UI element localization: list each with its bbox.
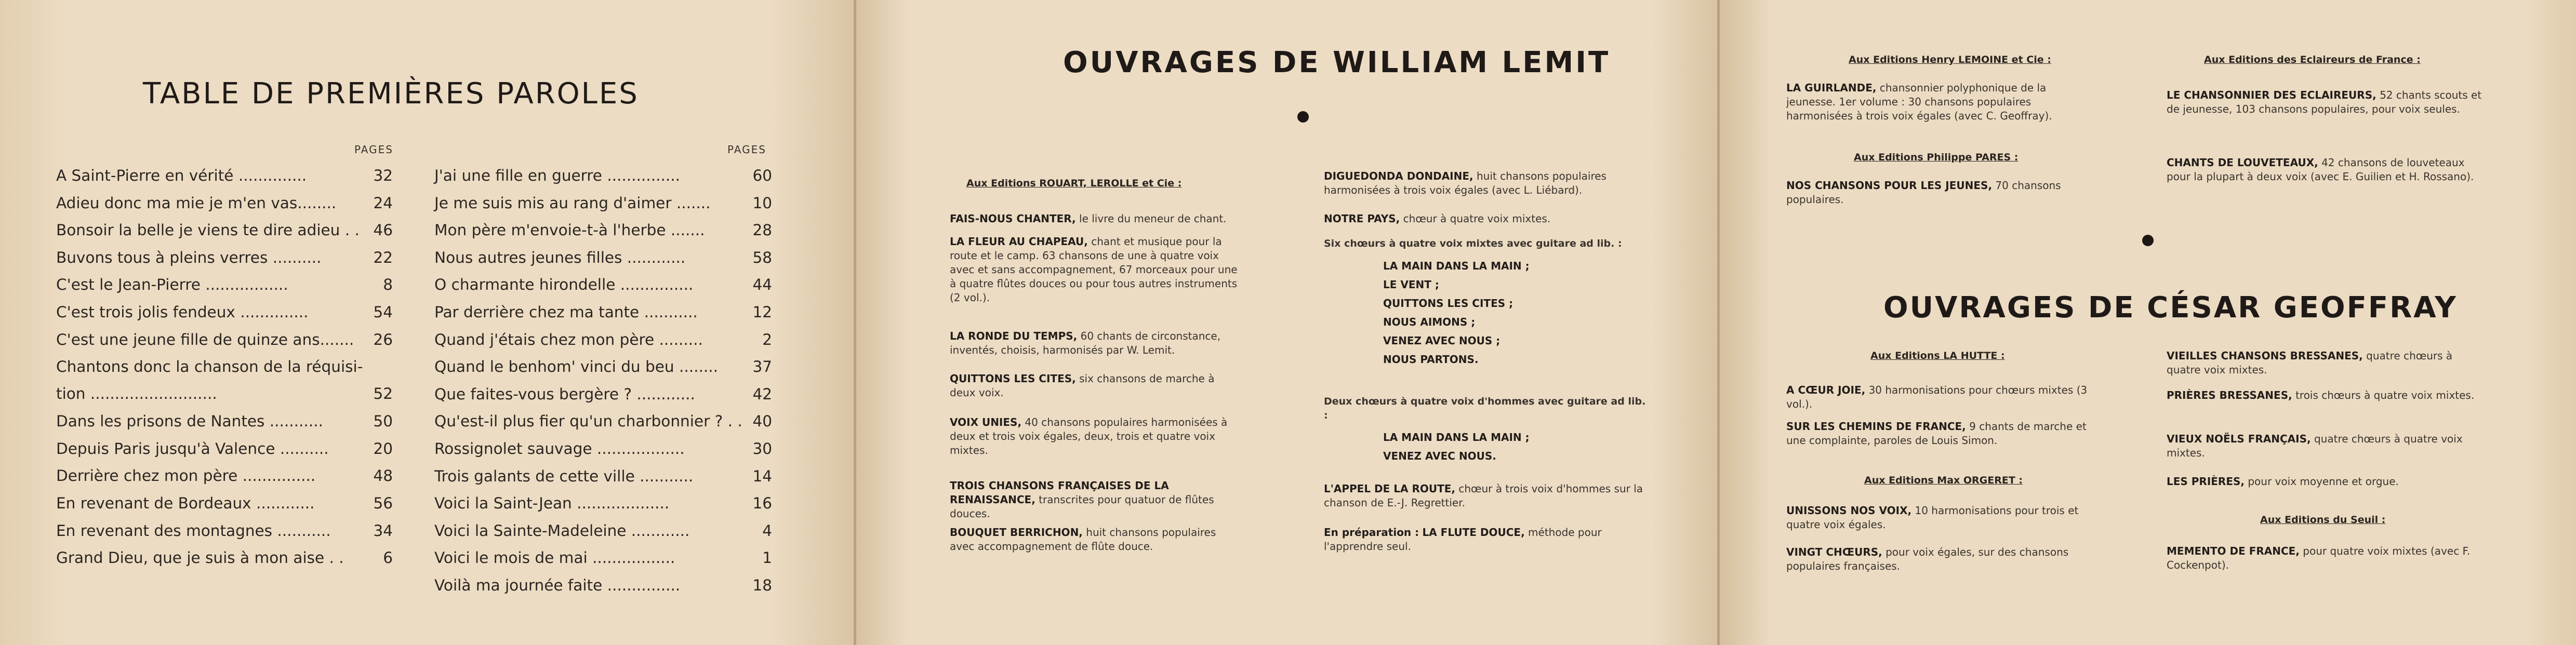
work-entry (2167, 156, 2489, 184)
work-title: NOTRE PAYS, (1324, 212, 1400, 225)
work-title: DIGUEDONDA DONDAINE, (1324, 170, 1473, 182)
toc-entry (434, 381, 772, 408)
edition-heading: Aux Editions des Eclaireurs de France : (2204, 54, 2421, 65)
work-desc: chœur à quatre voix mixtes. (1403, 212, 1551, 225)
work-title: VIEUX NOËLS FRANÇAIS, (2167, 433, 2311, 445)
work-title: VINGT CHŒURS, (1786, 546, 1882, 558)
work-desc: 42 chansons de louveteaux pour la plupart à deux voix (avec E. Guilien et H. Rossano). (2167, 156, 2474, 183)
edition-heading: Aux Editions Max ORGERET : (1864, 475, 2023, 486)
toc-entry (56, 435, 393, 463)
work-desc: 10 harmonisations pour trois et quatre voix égales. (1786, 504, 2079, 531)
work-entry (2167, 432, 2489, 460)
choir-title: LA MAIN DANS LA MAIN ; (1383, 431, 1530, 444)
choir-title: LA MAIN DANS LA MAIN ; (1383, 260, 1530, 272)
edition-heading: Aux Editions du Seuil : (2260, 514, 2386, 526)
toc-entry (434, 190, 772, 217)
toc-song-title: Quand le benhom' vinci du beu ........ (434, 358, 718, 376)
toc-page-number: 42 (752, 385, 772, 403)
toc-song-title: Dans les prisons de Nantes ........... (56, 412, 323, 431)
toc-page-number: 1 (762, 549, 772, 567)
work-desc: huit chansons populaires avec accompagnement de flûte douce. (950, 526, 1216, 553)
work-desc: transcrites pour quatuor de flûtes douces. (950, 493, 1214, 520)
toc-song-title: Voilà ma journée faite ............... (434, 576, 681, 594)
toc-page-number: 12 (752, 303, 772, 321)
toc-entry (56, 517, 393, 545)
work-desc: huit chansons populaires harmonisées à trois voix égales (avec L. Liébard). (1324, 170, 1606, 196)
work-title: VIEILLES CHANSONS BRESSANES, (2167, 350, 2363, 362)
toc-song-title: J'ai une fille en guerre ............... (434, 167, 680, 184)
toc-entry (434, 162, 772, 190)
bullet-ornament (2142, 235, 2154, 246)
toc-song-title: Depuis Paris jusqu'à Valence .......... (56, 439, 329, 458)
toc-page-number: 50 (373, 412, 393, 431)
toc-song-title: Grand Dieu, que je suis à mon aise . . (56, 549, 344, 567)
work-desc: six chansons de marche à deux voix. (950, 372, 1215, 399)
edition-heading: Aux Editions Philippe PARES : (1854, 152, 2019, 163)
work-desc: quatre chœurs à quatre voix mixtes. (2167, 433, 2463, 459)
work-title: BOUQUET BERRICHON, (950, 526, 1083, 539)
toc-page-number: 24 (373, 194, 393, 212)
work-desc: 52 chants scouts et de jeunesse, 103 chansons populaires, pour voix seules. (2167, 89, 2482, 115)
toc-song-title: Voici le mois de mai ................. (434, 549, 675, 567)
work-entry (950, 415, 1241, 458)
work-title: NOS CHANSONS POUR LES JEUNES, (1786, 179, 1993, 192)
work-title: LA FLUTE DOUCE, (1422, 526, 1525, 539)
toc-entry (434, 572, 772, 599)
toc-entry (56, 462, 393, 490)
toc-song-title: C'est trois jolis fendeux .............. (56, 303, 309, 321)
work-entry (1324, 482, 1656, 510)
toc-page-number: 48 (373, 467, 393, 485)
toc-song-title: O charmante hirondelle ............... (434, 276, 694, 294)
pages-column-label: PAGES (727, 143, 766, 156)
work-desc: méthode pour l'apprendre seul. (1324, 526, 1602, 553)
page-ouvrages-geoffray (1720, 0, 2576, 645)
work-desc: chœur à trois voix d'hommes sur la chanson de E.-J. Regrettier. (1324, 482, 1643, 509)
toc-page-number: 58 (752, 248, 772, 266)
work-entry (2167, 475, 2489, 489)
page-table-premieres-paroles (0, 0, 856, 645)
toc-page-number: 20 (373, 439, 393, 458)
edition-heading: Aux Editions Henry LEMOINE et Cie : (1849, 54, 2051, 65)
work-entry (1786, 383, 2098, 411)
work-title: UNISSONS NOS VOIX, (1786, 504, 1912, 517)
toc-page-number: 60 (752, 167, 772, 184)
toc-page-number: 34 (373, 521, 393, 540)
bullet-ornament (1297, 111, 1309, 123)
edition-heading: Aux Editions LA HUTTE : (1870, 350, 2005, 361)
work-title: LA RONDE DU TEMPS, (950, 330, 1078, 342)
toc-entry (434, 299, 772, 326)
work-title: L'APPEL DE LA ROUTE, (1324, 482, 1455, 495)
pages-column-label: PAGES (354, 143, 393, 156)
work-entry (1324, 212, 1656, 226)
work-entry (1324, 169, 1656, 197)
work-entry (2167, 88, 2489, 116)
work-desc: pour quatre voix mixtes (avec F. Cockenpot). (2167, 545, 2471, 571)
toc-entry (434, 244, 772, 272)
toc-page-number: 26 (373, 330, 393, 348)
work-title: QUITTONS LES CITES, (950, 372, 1076, 385)
toc-entry (434, 517, 772, 545)
toc-entry (434, 435, 772, 463)
toc-song-title: A Saint-Pierre en vérité .............. (56, 167, 307, 184)
work-entry (1786, 420, 2098, 448)
choir-list (1383, 257, 1530, 369)
work-desc: trois chœurs à quatre voix mixtes. (2295, 389, 2475, 401)
work-title: FAIS-NOUS CHANTER, (950, 212, 1076, 225)
toc-song-title: En revenant de Bordeaux ............ (56, 494, 315, 512)
work-entry (950, 235, 1241, 305)
work-desc: 40 chansons populaires harmonisées à deux et trois voix égales, deux, trois et quatre voix mixtes. (950, 416, 1228, 456)
work-desc: 60 chants de circonstance, inventés, choisis, harmonisés par W. Lemit. (950, 330, 1221, 356)
toc-entry (56, 490, 393, 517)
work-desc: pour voix moyenne et orgue. (2248, 475, 2399, 488)
toc-entry (56, 244, 393, 272)
work-desc: quatre chœurs à quatre voix mixtes. (2167, 350, 2453, 376)
toc-page-number: 40 (752, 412, 772, 431)
page-title: OUVRAGES DE CÉSAR GEOFFRAY (1883, 291, 2458, 325)
choir-group-heading: Deux chœurs à quatre voix d'hommes avec guitare ad lib. : (1324, 396, 1646, 421)
toc-page-number: 2 (762, 330, 772, 348)
toc-entry (434, 463, 772, 490)
page-ouvrages-lemit (856, 0, 1720, 645)
toc-entry (56, 544, 393, 572)
work-title: CHANTS DE LOUVETEAUX, (2167, 156, 2318, 169)
choir-title: NOUS AIMONS ; (1383, 316, 1476, 328)
work-entry (2167, 388, 2489, 402)
toc-entry (56, 299, 393, 326)
toc-entry (56, 353, 393, 408)
toc-song-title: En revenant des montagnes ........... (56, 521, 331, 540)
work-desc: chansonnier polyphonique de la jeunesse. 1er volume : 30 chansons populaires harmonisées à trois voix égales (avec C. Geoffray). (1786, 82, 2052, 122)
work-entry (1786, 179, 2098, 207)
toc-page-number: 30 (752, 439, 772, 458)
toc-song-title: Bonsoir la belle je viens te dire adieu . . (56, 221, 360, 239)
toc-song-title: Par derrière chez ma tante ........... (434, 303, 698, 321)
toc-song-title: C'est le Jean-Pierre ................. (56, 276, 288, 294)
toc-song-title: Rossignolet sauvage .................. (434, 439, 685, 458)
toc-entry (56, 326, 393, 354)
toc-song-title: Nous autres jeunes filles ............ (434, 248, 686, 266)
toc-page-number: 32 (373, 167, 393, 184)
toc-entry (434, 217, 772, 244)
toc-entry (434, 326, 772, 354)
toc-page-number: 4 (762, 521, 772, 540)
toc-page-number: 14 (752, 467, 772, 485)
choir-title: LE VENT ; (1383, 278, 1439, 291)
toc-entry (56, 408, 393, 435)
choir-title: VENEZ AVEC NOUS. (1383, 450, 1496, 462)
work-title: LES PRIÈRES, (2167, 475, 2245, 488)
toc-entry (56, 162, 393, 190)
work-entry (1324, 526, 1656, 554)
work-entry (2167, 349, 2489, 377)
edition-heading: Aux Editions ROUART, LEROLLE et Cie : (966, 178, 1182, 189)
prep-label: En préparation : (1324, 526, 1419, 539)
work-title: SUR LES CHEMINS DE FRANCE, (1786, 420, 1966, 433)
toc-song-title: Que faites-vous bergère ? ............ (434, 385, 695, 403)
toc-page-number: 28 (752, 221, 772, 239)
toc-page-number: 54 (373, 303, 393, 321)
page-title: TABLE DE PREMIÈRES PAROLES (143, 77, 639, 111)
toc-page-number: 46 (373, 221, 393, 239)
work-title: LA FLEUR AU CHAPEAU, (950, 235, 1088, 248)
toc-entry (434, 353, 772, 381)
toc-page-number: 6 (383, 549, 393, 567)
choir-title: VENEZ AVEC NOUS ; (1383, 334, 1501, 347)
toc-song-title: C'est une jeune fille de quinze ans....... (56, 330, 354, 348)
work-desc: 30 harmonisations pour chœurs mixtes (3 vol.). (1786, 384, 2088, 410)
toc-song-title: Mon père m'envoie-t-à l'herbe ....... (434, 221, 705, 239)
toc-song-title: Derrière chez mon père ............... (56, 467, 316, 485)
work-entry (1786, 545, 2098, 573)
toc-song-title: Voici la Saint-Jean ................... (434, 494, 670, 513)
toc-entry (434, 490, 772, 517)
work-desc: pour voix égales, sur des chansons populaires françaises. (1786, 546, 2069, 572)
toc-page-number: 37 (752, 358, 772, 376)
work-desc: 9 chants de marche et une complainte, paroles de Louis Simon. (1786, 420, 2087, 447)
toc-page-number: 22 (373, 248, 393, 266)
choir-group-heading: Six chœurs à quatre voix mixtes avec guitare ad lib. : (1324, 238, 1622, 249)
toc-entry (434, 544, 772, 572)
page-title: OUVRAGES DE WILLIAM LEMIT (1063, 46, 1611, 79)
toc-page-number: 16 (752, 494, 772, 513)
toc-song-title: Je me suis mis au rang d'aimer ....... (434, 194, 711, 212)
work-entry (950, 329, 1241, 357)
toc-entry (56, 190, 393, 217)
toc-page-number: 44 (752, 276, 772, 294)
work-title: A CŒUR JOIE, (1786, 384, 1866, 396)
toc-page-number: 10 (752, 194, 772, 212)
work-title: VOIX UNIES, (950, 416, 1022, 428)
choir-list (1383, 428, 1530, 465)
toc-song-title: Quand j'étais chez mon père ......... (434, 330, 703, 348)
work-title: PRIÈRES BRESSANES, (2167, 389, 2292, 401)
work-title: TROIS CHANSONS FRANÇAISES DE LA RENAISSANCE, (950, 479, 1169, 506)
choir-title: NOUS PARTONS. (1383, 353, 1479, 366)
work-entry (2167, 544, 2489, 572)
toc-entry (56, 217, 393, 244)
work-entry (950, 479, 1241, 521)
work-title: LE CHANSONNIER DES ECLAIREURS, (2167, 89, 2376, 101)
toc-song-title: Voici la Sainte-Madeleine ............ (434, 521, 690, 540)
work-entry (950, 526, 1241, 554)
toc-song-title: Qu'est-il plus fier qu'un charbonnier ? . . (434, 412, 742, 431)
work-entry (1786, 504, 2098, 532)
toc-song-title: Chantons donc la chanson de la réquisi- (56, 358, 363, 376)
work-entry (950, 372, 1241, 400)
toc-page-number: 52 (373, 385, 393, 403)
work-desc: le livre du meneur de chant. (1079, 212, 1227, 225)
toc-entry (434, 408, 772, 435)
work-title: MEMENTO DE FRANCE, (2167, 545, 2300, 557)
toc-entry (56, 271, 393, 299)
toc-song-title: Buvons tous à pleins verres .......... (56, 248, 322, 266)
toc-list-right (434, 162, 772, 599)
work-title: LA GUIRLANDE, (1786, 82, 1877, 94)
toc-page-number: 18 (752, 576, 772, 594)
work-entry (950, 212, 1241, 226)
toc-song-title: Trois galants de cette ville ........... (434, 467, 694, 485)
toc-song-title-continued: tion .......................... (56, 385, 217, 403)
work-desc: chant et musique pour la route et le camp. 63 chansons de une à quatre voix avec et sans accompagnement, 67 morceaux pour une à quatre flûtes douces ou pour tous autres instruments (2 vol.). (950, 235, 1238, 304)
toc-page-number: 56 (373, 494, 393, 512)
toc-page-number: 8 (383, 276, 393, 294)
toc-entry (434, 271, 772, 299)
toc-list-left (56, 162, 393, 572)
work-desc: 70 chansons populaires. (1786, 179, 2061, 206)
toc-song-title: Adieu donc ma mie je m'en vas........ (56, 194, 337, 212)
work-entry (1786, 81, 2098, 123)
choir-title: QUITTONS LES CITES ; (1383, 297, 1513, 310)
